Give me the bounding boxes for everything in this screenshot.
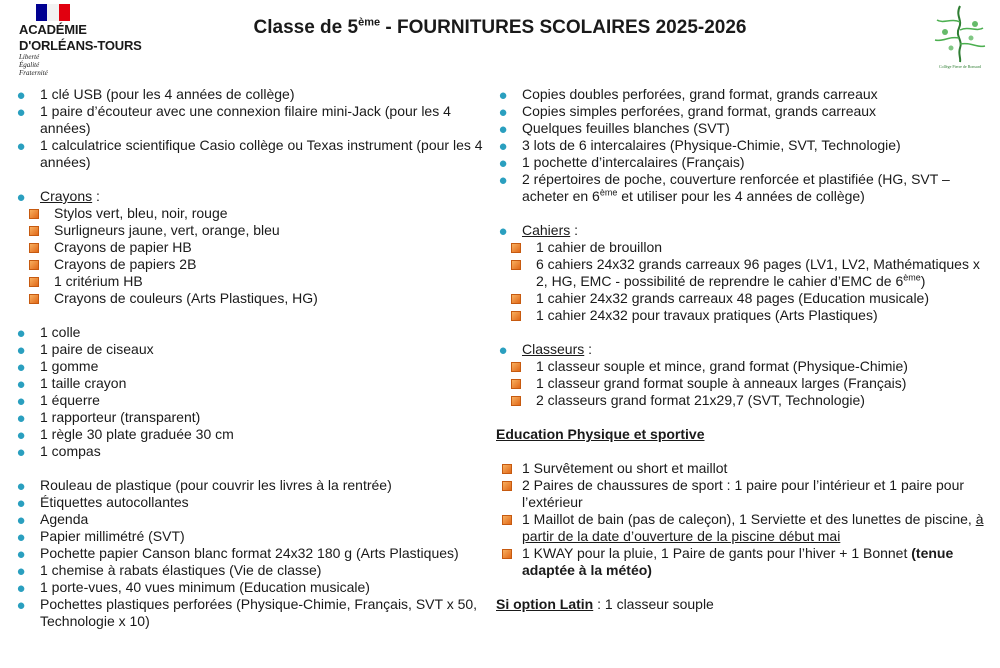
motto-3: Fraternité: [19, 69, 48, 77]
list-item: Crayons de couleurs (Arts Plastiques, HG): [28, 290, 484, 307]
list-item: ● Étiquettes autocollantes: [14, 494, 484, 511]
bullet-icon: ●: [498, 138, 508, 155]
bullet-icon: ●: [16, 138, 26, 155]
bullet-icon: ●: [498, 87, 508, 104]
list-item: ● 1 porte-vues, 40 vues minimum (Education musicale): [14, 579, 484, 596]
square-bullet-icon: [511, 260, 521, 270]
bullet-icon: ●: [498, 223, 508, 240]
section-heading-eps: Education Physique et sportive: [496, 426, 705, 442]
list-item: ● 1 paire de ciseaux: [14, 341, 484, 358]
list-item: ● 1 calculatrice scientifique Casio collège ou Texas instrument (pour les 4 années): [14, 137, 484, 171]
list-item: ● Copies simples perforées, grand format, grands carreaux: [496, 103, 986, 120]
square-bullet-icon: [511, 362, 521, 372]
list-item: 6 cahiers 24x32 grands carreaux 96 pages (LV1, LV2, Mathématiques x 2, HG, EMC - possibilité de reprendre le cahier d’EMC de 6ème): [510, 256, 986, 290]
list-item: ● Rouleau de plastique (pour couvrir les livres à la rentrée): [14, 477, 484, 494]
list-item: ● 2 répertoires de poche, couverture renforcée et plastifiée (HG, SVT – acheter en 6ème et utiliser pour les 4 années de collège): [496, 171, 986, 205]
list-item: ● 1 taille crayon: [14, 375, 484, 392]
college-logo-icon: [925, 2, 995, 70]
square-bullet-icon: [29, 294, 39, 304]
list-item: ● 1 chemise à rabats élastiques (Vie de classe): [14, 562, 484, 579]
list-item: Crayons de papier HB: [28, 239, 484, 256]
page-title: [0, 17, 1000, 39]
list-item: 1 classeur grand format souple à anneaux larges (Français): [510, 375, 986, 392]
square-bullet-icon: [502, 515, 512, 525]
list-item: Surligneurs jaune, vert, orange, bleu: [28, 222, 484, 239]
bullet-icon: ●: [16, 563, 26, 580]
list-item: ● Pochettes plastiques perforées (Physique-Chimie, Français, SVT x 50, Technologie x 10): [14, 596, 484, 630]
list-item: Crayons de papiers 2B: [28, 256, 484, 273]
list-item: 1 cahier 24x32 pour travaux pratiques (Arts Plastiques): [510, 307, 986, 324]
square-bullet-icon: [511, 311, 521, 321]
bullet-icon: ●: [16, 444, 26, 461]
list-item: ● 1 équerre: [14, 392, 484, 409]
motto-2: Égalité: [19, 61, 40, 69]
list-item: ● Agenda: [14, 511, 484, 528]
latin-option: Si option Latin : 1 classeur souple: [496, 596, 714, 612]
institution-name-line1: ACADÉMIE: [19, 22, 87, 37]
list-item: 2 classeurs grand format 21x29,7 (SVT, Technologie): [510, 392, 986, 409]
academie-logo: [10, 4, 150, 77]
bullet-icon: ●: [16, 410, 26, 427]
bullet-icon: ●: [16, 325, 26, 342]
bullet-icon: ●: [498, 104, 508, 121]
title-prefix: Classe de 5: [253, 17, 359, 38]
square-bullet-icon: [29, 226, 39, 236]
list-item: ● Copies doubles perforées, grand format, grands carreaux: [496, 86, 986, 103]
list-item: ● 1 règle 30 plate graduée 30 cm: [14, 426, 484, 443]
list-item: 1 critérium HB: [28, 273, 484, 290]
list-item: 1 cahier de brouillon: [510, 239, 986, 256]
bullet-icon: ●: [16, 359, 26, 376]
section-heading-classeurs: ● Classeurs :: [496, 341, 986, 358]
bullet-icon: ●: [16, 529, 26, 546]
bullet-icon: ●: [16, 597, 26, 614]
bullet-icon: ●: [16, 427, 26, 444]
list-item: 1 Survêtement ou short et maillot: [496, 460, 986, 477]
list-item: ● Papier millimétré (SVT): [14, 528, 484, 545]
square-bullet-icon: [502, 481, 512, 491]
bullet-icon: ●: [498, 155, 508, 172]
college-logo-caption: Collège Pierre de Ronsard: [938, 64, 982, 69]
square-bullet-icon: [29, 243, 39, 253]
list-item: 1 cahier 24x32 grands carreaux 48 pages (Education musicale): [510, 290, 986, 307]
title-sup: ème: [358, 16, 381, 29]
motto-1: Liberté: [19, 53, 40, 61]
list-item: ● Quelques feuilles blanches (SVT): [496, 120, 986, 137]
bullet-icon: ●: [498, 121, 508, 138]
right-column: [496, 86, 986, 613]
square-bullet-icon: [511, 294, 521, 304]
list-item: ● 1 colle: [14, 324, 484, 341]
bullet-icon: ●: [16, 478, 26, 495]
bullet-icon: ●: [16, 87, 26, 104]
list-item: ● 1 rapporteur (transparent): [14, 409, 484, 426]
list-item: ● 1 pochette d’intercalaires (Français): [496, 154, 986, 171]
square-bullet-icon: [29, 209, 39, 219]
left-column: [14, 86, 484, 630]
list-item: Stylos vert, bleu, noir, rouge: [28, 205, 484, 222]
bullet-icon: ●: [16, 342, 26, 359]
bullet-icon: ●: [16, 546, 26, 563]
square-bullet-icon: [511, 243, 521, 253]
list-item: ● 1 paire d’écouteur avec une connexion filaire mini-Jack (pour les 4 années): [14, 103, 484, 137]
square-bullet-icon: [511, 379, 521, 389]
square-bullet-icon: [502, 549, 512, 559]
bullet-icon: ●: [498, 342, 508, 359]
bullet-icon: ●: [16, 495, 26, 512]
section-heading-cahiers: ● Cahiers :: [496, 222, 986, 239]
bullet-icon: ●: [16, 580, 26, 597]
list-item: ● 3 lots de 6 intercalaires (Physique-Chimie, SVT, Technologie): [496, 137, 986, 154]
section-heading-crayons: ● Crayons :: [14, 188, 484, 205]
list-item: 1 Maillot de bain (pas de caleçon), 1 Serviette et des lunettes de piscine, à partir de la date d’ouverture de la piscine début mai: [496, 511, 986, 545]
bullet-icon: ●: [498, 172, 508, 189]
square-bullet-icon: [511, 396, 521, 406]
list-item: ● 1 clé USB (pour les 4 années de collège): [14, 86, 484, 103]
square-bullet-icon: [29, 277, 39, 287]
list-item: ● Pochette papier Canson blanc format 24x32 180 g (Arts Plastiques): [14, 545, 484, 562]
title-suffix: - FOURNITURES SCOLAIRES 2025-2026: [380, 17, 747, 38]
square-bullet-icon: [29, 260, 39, 270]
list-item: ● 1 gomme: [14, 358, 484, 375]
bullet-icon: ●: [16, 189, 26, 206]
square-bullet-icon: [502, 464, 512, 474]
bullet-icon: ●: [16, 104, 26, 121]
list-item: 2 Paires de chaussures de sport : 1 paire pour l’intérieur et 1 paire pour l’extérieur: [496, 477, 986, 511]
list-item: ● 1 compas: [14, 443, 484, 460]
bullet-icon: ●: [16, 376, 26, 393]
bullet-icon: ●: [16, 512, 26, 529]
list-item: 1 KWAY pour la pluie, 1 Paire de gants pour l’hiver + 1 Bonnet (tenue adaptée à la météo): [496, 545, 986, 579]
bullet-icon: ●: [16, 393, 26, 410]
list-item: 1 classeur souple et mince, grand format (Physique-Chimie): [510, 358, 986, 375]
institution-name-line2: D'ORLÉANS-TOURS: [19, 38, 142, 53]
